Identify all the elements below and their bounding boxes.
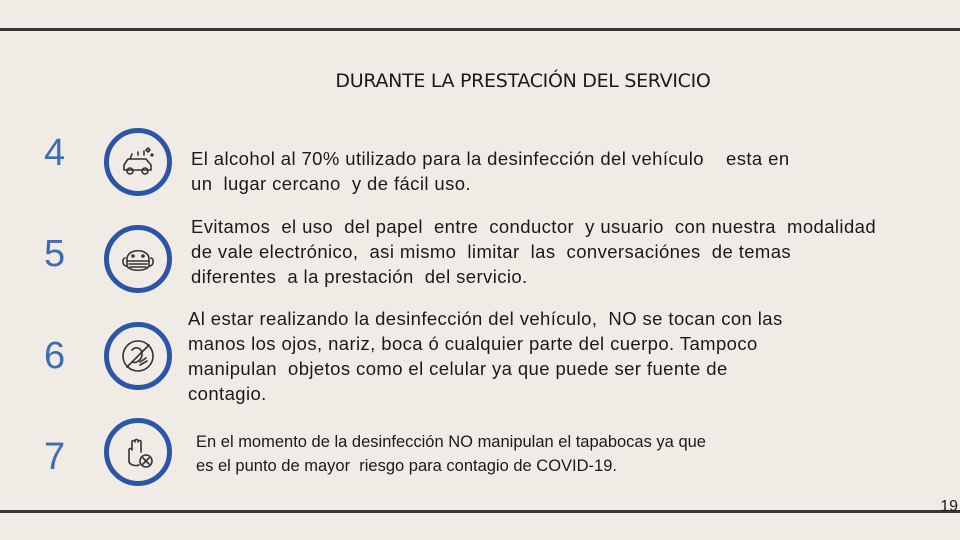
item-line: un lugar cercano y de fácil uso. [191,173,471,194]
item-text-6 [188,306,908,406]
top-rule [0,28,960,31]
item-line: de vale electrónico, asi mismo limitar las conversaciónes de temas [191,241,792,262]
slide-title: DURANTE LA PRESTACIÓN DEL SERVICIO [335,70,711,92]
item-line: manipulan objetos como el celular ya que puede ser fuente de [188,358,728,379]
item-text-7 [196,430,896,478]
item-number-4: 4 [44,132,66,174]
item-number-6: 6 [44,335,66,377]
item-text-5 [191,214,951,289]
item-line: Evitamos el uso del papel entre conductor y usuario con nuestra modalidad [191,216,877,237]
item-line: El alcohol al 70% utilizado para la desinfección del vehículo esta en [191,148,790,169]
item-line: contagio. [188,383,267,404]
face-mask-icon [104,225,172,293]
no-hand-icon [104,418,172,486]
item-number-7: 7 [44,436,66,478]
bottom-rule [0,510,960,513]
page-number: 19 [940,498,958,515]
item-text-4 [191,146,911,196]
item-line: manos los ojos, nariz, boca ó cualquier parte del cuerpo. Tampoco [188,333,758,354]
item-line: diferentes a la prestación del servicio. [191,266,528,287]
item-number-5: 5 [44,233,66,275]
no-touch-face-icon [104,322,172,390]
car-sanitize-icon [104,128,172,196]
item-line: En el momento de la desinfección NO manipulan el tapabocas ya que [196,433,706,451]
item-line: Al estar realizando la desinfección del vehículo, NO se tocan con las [188,308,783,329]
item-line: es el punto de mayor riesgo para contagio de COVID-19. [196,457,617,475]
